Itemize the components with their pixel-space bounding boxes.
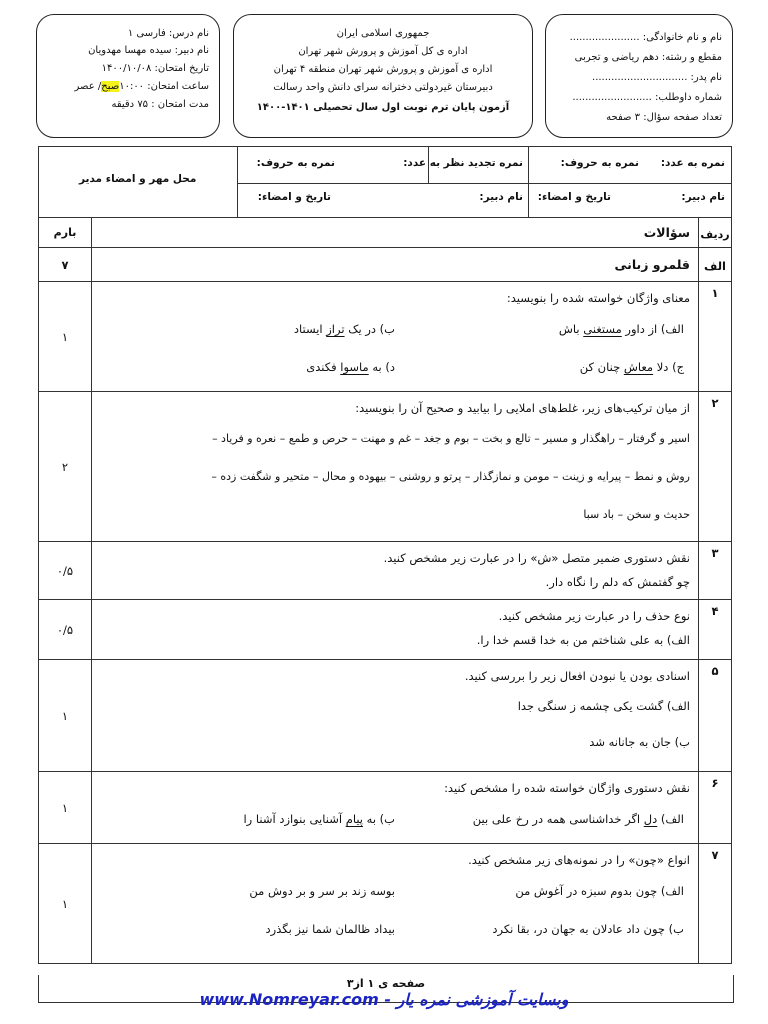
score-header: بارم <box>39 218 92 248</box>
question-number: ۴ <box>699 600 732 660</box>
verse-part: ب) چون داد عادلان به جهان در، بقا نکرد <box>492 922 684 936</box>
option-a: الف) از داور مستغنی باش <box>558 322 684 336</box>
option-a: الف) دل اگر خداشناسی همه در رخ علی بین <box>472 812 684 826</box>
date-sign-label: تاریخ و امضاء: <box>537 191 611 203</box>
question-score: ۱ <box>39 772 92 844</box>
question-text: از میان ترکیب‌های زیر، غلط‌های املایی را بیابید و صحیح آن را بنویسید: <box>355 401 690 415</box>
word-list-line: حدیث و سخن – باد سبا <box>583 508 690 521</box>
answer-options <box>100 800 690 838</box>
option-c: ج) دلا معاش چنان کن <box>579 360 684 374</box>
school-info-box <box>233 14 533 138</box>
section-row <box>39 248 732 282</box>
duration-label: مدت امتحان : ۷۵ دقیقه <box>111 99 209 110</box>
question-row <box>39 600 732 660</box>
district-line: اداره ی آموزش و پرورش شهر تهران منطقه ۴ تهران <box>273 64 493 75</box>
section-score: ۷ <box>39 248 92 282</box>
question-body <box>92 844 699 964</box>
grade-box-row <box>39 147 732 218</box>
question-body <box>92 542 699 600</box>
grade-box <box>39 147 732 218</box>
score-number-label: نمره به عدد: <box>660 157 725 169</box>
section-letter: الف <box>699 248 732 282</box>
word-list-line: روش و نمط – پیرایه و زینت – مومن و نمازگذار – پرتو و روشنی – بیهوده و محال – متحیر و شگفت زده – <box>211 470 690 483</box>
question-score: ۱ <box>39 282 92 392</box>
question-row <box>39 542 732 600</box>
page-number: صفحه ی ۱ از۳ <box>38 975 734 1003</box>
exam-date-label: تاریخ امتحان: ۱۴۰۰/۱۰/۰۸ <box>101 63 209 74</box>
question-body <box>92 660 699 772</box>
review-score-number-label: نمره تجدید نظر به عدد: <box>403 157 523 169</box>
exam-title: آزمون پایان ترم نوبت اول سال تحصیلی ۱۴۰۱-۱۴۰۰ <box>256 102 510 113</box>
question-number: ۲ <box>699 392 732 542</box>
country-title: جمهوری اسلامی ایران <box>336 28 430 39</box>
verse-line <box>100 910 690 948</box>
question-text: نوع حذف را در عبارت زیر مشخص کنید. <box>498 609 690 623</box>
option-b: ب) در یک تراز ایستاد <box>293 322 395 336</box>
question-example: چو گفتمش که دلم را نگاه دار. <box>545 575 690 589</box>
subject-label: نام درس: فارسی ۱ <box>127 28 209 39</box>
question-score: ۰/۵ <box>39 600 92 660</box>
teacher-name-label: نام دبیر: <box>681 191 725 203</box>
question-text: اسنادی بودن یا نبودن افعال زیر را بررسی کنید. <box>464 669 690 683</box>
question-body <box>92 282 699 392</box>
question-text: نقش دستوری ضمیر متصل «ش» را در عبارت زیر مشخص کنید. <box>383 551 690 565</box>
question-number: ۳ <box>699 542 732 600</box>
question-text: انواع «چون» را در نمونه‌های زیر مشخص کنید. <box>468 853 690 867</box>
review-date-sign-label: تاریخ و امضاء: <box>257 191 331 203</box>
seat-number-field: شماره داوطلب: ......................... <box>572 92 722 103</box>
ministry-line: اداره ی کل آموزش و پرورش شهر تهران <box>298 46 468 57</box>
row-number-header: ردیف <box>699 218 732 248</box>
question-body <box>92 600 699 660</box>
question-score: ۱ <box>39 844 92 964</box>
school-line: دبیرستان غیردولتی دخترانه سرای دانش واحد رسالت <box>273 82 493 93</box>
exam-time-label: ساعت امتحان: ۱۰:۰۰صبح/ عصر <box>74 81 209 92</box>
am-highlight: صبح <box>101 81 120 92</box>
principal-stamp-label: محل مهر و امضاء مدیر <box>79 173 197 185</box>
answer-options <box>100 348 690 386</box>
question-body <box>92 392 699 542</box>
option-d: د) به ماسوا فکندی <box>306 360 395 374</box>
page-count-field: تعداد صفحه سؤال: ۳ صفحه <box>606 112 722 123</box>
review-score-word-label: نمره به حروف: <box>256 157 335 169</box>
verse-part: بیداد ظالمان شما نیز بگذرد <box>265 922 395 936</box>
review-teacher-label: نام دبیر: <box>479 191 523 203</box>
exam-table <box>38 146 732 964</box>
question-row <box>39 282 732 392</box>
question-number: ۱ <box>699 282 732 392</box>
verse-part: الف) چون بدوم سبزه در آغوش من <box>515 884 684 898</box>
question-score: ۰/۵ <box>39 542 92 600</box>
question-example: الف) به علی شناختم من به خدا قسم خدا را. <box>476 633 690 647</box>
grade-field: مقطع و رشته: دهم ریاضی و تجربی <box>574 52 722 63</box>
verse-line <box>100 872 690 910</box>
question-example: ب) جان به جانانه شد <box>589 735 690 749</box>
question-number: ۵ <box>699 660 732 772</box>
question-row <box>39 772 732 844</box>
question-example: الف) گشت یکی چشمه ز سنگی جدا <box>517 699 690 713</box>
word-list-line: اسیر و گرفتار – راهگذار و مسیر – تالع و بخت – بوم و جغد – غم و مهنت – حرص و طمع – نعره و فریاد – <box>212 432 690 445</box>
question-number: ۷ <box>699 844 732 964</box>
score-word-label: نمره به حروف: <box>560 157 639 169</box>
student-info-box <box>545 14 733 138</box>
website-watermark: وبسایت آموزشی نمره یار - www.Nomreyar.com <box>199 990 569 1009</box>
question-text: نقش دستوری واژگان خواسته شده را مشخص کنید: <box>444 781 690 795</box>
verse-part: بوسه زند بر سر و بر دوش من <box>249 884 395 898</box>
father-name-field: نام پدر: .............................. <box>592 72 722 83</box>
question-row <box>39 660 732 772</box>
question-number: ۶ <box>699 772 732 844</box>
question-score: ۱ <box>39 660 92 772</box>
option-b: ب) به پیام آشنایی بنوازد آشنا را <box>243 812 395 826</box>
answer-options <box>100 310 690 348</box>
student-name-field: نام و نام خانوادگی: ...................... <box>569 32 722 43</box>
exam-info-box <box>36 14 220 138</box>
question-row <box>39 844 732 964</box>
questions-header: سؤالات <box>92 218 699 248</box>
question-row <box>39 392 732 542</box>
table-header-row <box>39 218 732 248</box>
teacher-label: نام دبیر: سیده مهسا مهدویان <box>88 45 209 56</box>
section-title: قلمرو زبانی <box>92 248 699 282</box>
question-body <box>92 772 699 844</box>
question-score: ۲ <box>39 392 92 542</box>
question-text: معنای واژگان خواسته شده را بنویسید: <box>506 291 690 305</box>
